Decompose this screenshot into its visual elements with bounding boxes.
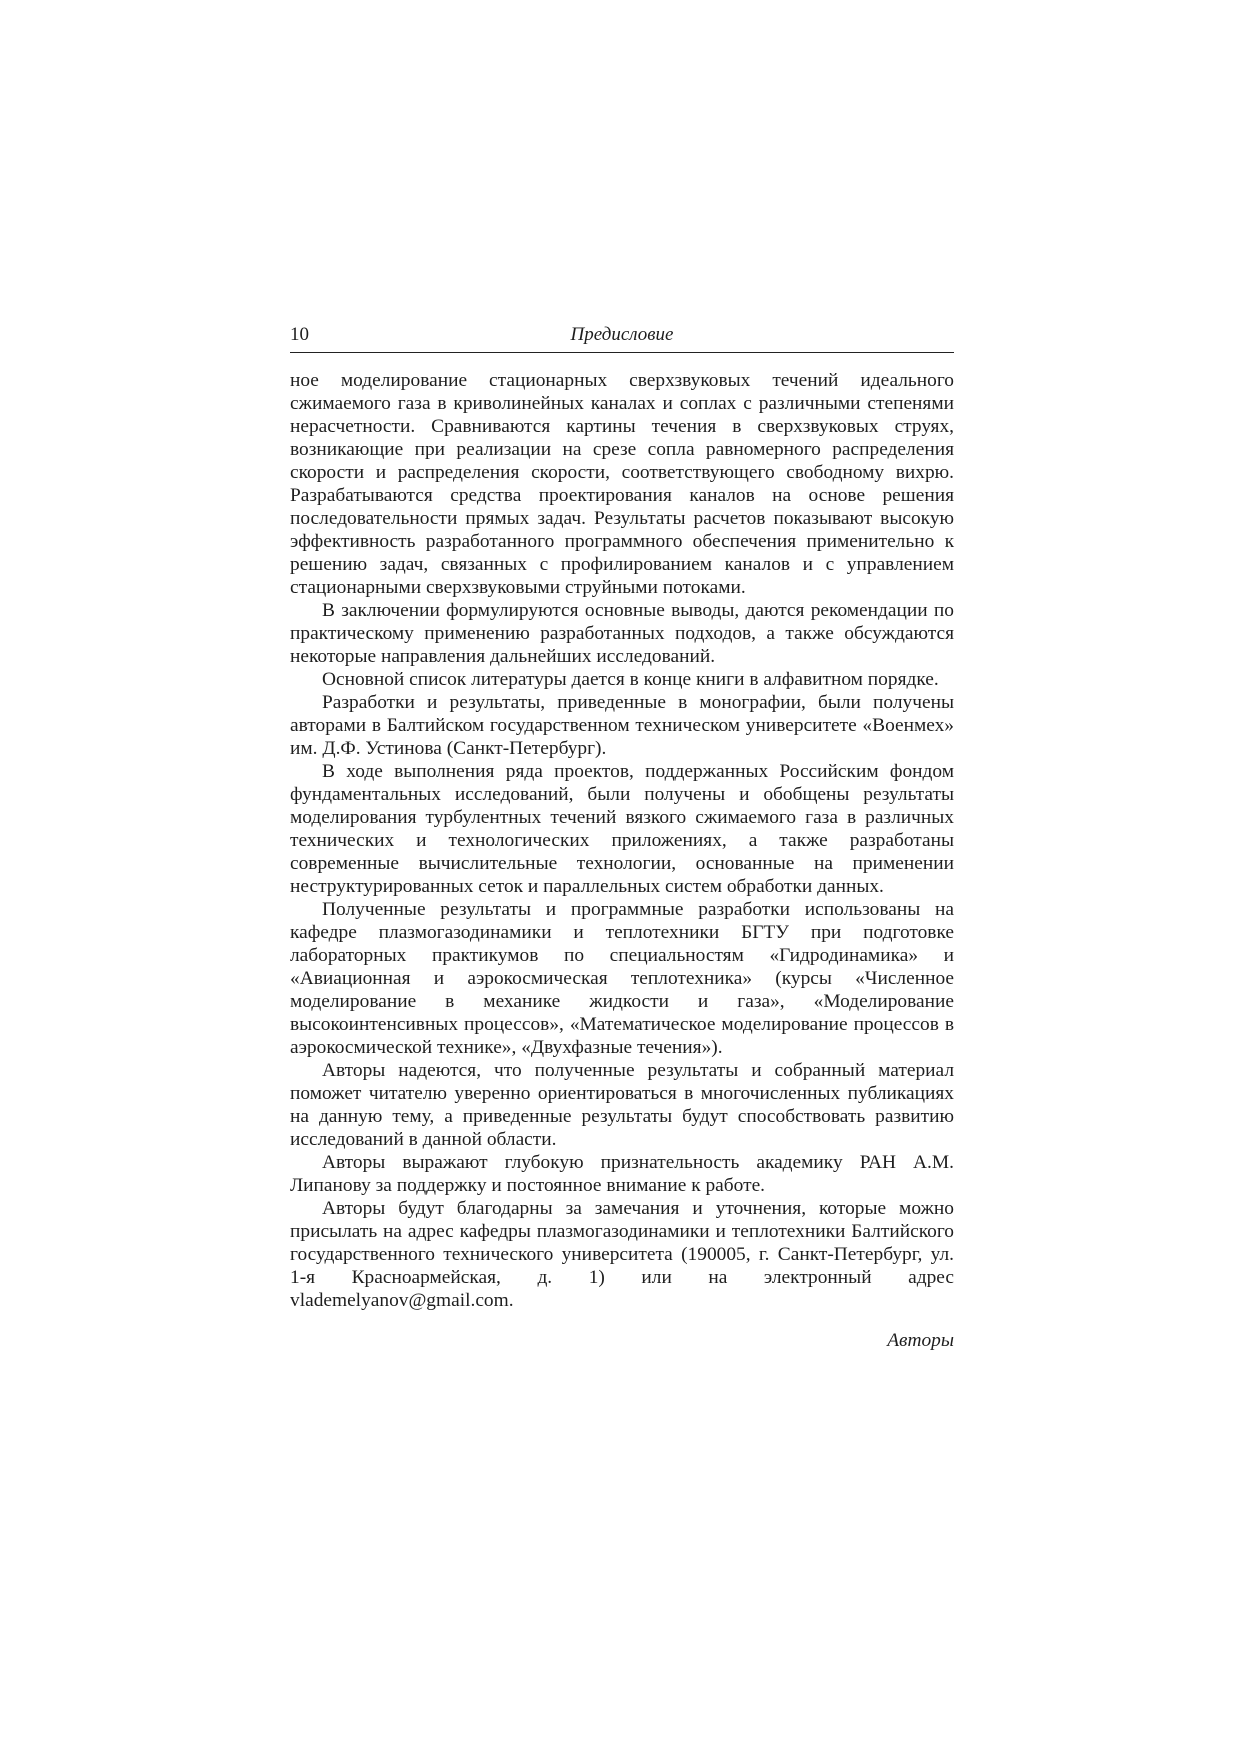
paragraph-rfbr-projects: В ходе выполнения ряда проектов, поддержанных Российским фондом фундаментальных исследований, были получены и обобщены результаты моделирования турбулентных течений вязкого сжимаемого газа в различных технических и технологических приложениях, а также разработаны современные вычислительные технологии, основанные на применении неструктурированных сеток и параллельных систем обработки данных. (290, 761, 954, 897)
paragraph-acknowledgement: Авторы выражают глубокую признательность академику РАН А.М. Липанову за поддержку и постоянное внимание к работе. (290, 1152, 954, 1196)
running-head (290, 318, 954, 353)
paragraph-affiliation: Разработки и результаты, приведенные в монографии, были получены авторами в Балтийском государственном техническом университете «Военмех» им. Д.Ф. Устинова (Санкт-Петербург). (290, 692, 954, 759)
signature: Авторы (887, 1330, 954, 1351)
paragraph-references: Основной список литературы дается в конце книги в алфавитном порядке. (322, 669, 939, 690)
page-number: 10 (290, 324, 309, 345)
paragraph-conclusion: В заключении формулируются основные выводы, даются рекомендации по практическому применению разработанных подходов, а также обсуждаются некоторые направления дальнейших исследований. (290, 600, 954, 667)
body-text (290, 369, 954, 1312)
paragraph-contact: Авторы будут благодарны за замечания и уточнения, которые можно присылать на адрес кафедры плазмогазодинамики и теплотехники Балтийского государственного технического университета (190005, г. Санкт-Петербург, ул. 1-я Красноармейская, д. 1) или на электронный адрес vlademelyanov@gmail.com. (290, 1198, 954, 1311)
paragraph-continued-modeling: ное моделирование стационарных сверхзвуковых течений идеального сжимаемого газа в криволинейных каналах и соплах с различными степенями нерасчетности. Сравниваются картины течения в сверхзвуковых струях, возникающие при реализации на срезе сопла равномерного распределения скорости и распределения скорости, соответствующего свободному вихрю. Разрабатываются средства проектирования каналов на основе решения последовательности прямых задач. Результаты расчетов показывают высокую эффективность разработанного программного обеспечения применительно к решению задач, связанных с профилированием каналов и с управлением стационарными сверхзвуковыми струйными потоками. (290, 370, 954, 598)
book-page (290, 318, 954, 1352)
paragraph-teaching-use: Полученные результаты и программные разработки использованы на кафедре плазмогазодинамики и теплотехники БГТУ при подготовке лабораторных практикумов по специальностям «Гидродинамика» и «Авиационная и аэрокосмическая теплотехника» (курсы «Численное моделирование в механике жидкости и газа», «Моделирование высокоинтенсивных процессов», «Математическое моделирование процессов в аэрокосмической технике», «Двухфазные течения»). (290, 899, 954, 1058)
running-title: Предисловие (570, 324, 674, 345)
paragraph-authors-hope: Авторы надеются, что полученные результаты и собранный материал поможет читателю уверенно ориентироваться в многочисленных публикациях на данную тему, а приведенные результаты будут способствовать развитию исследований в данной области. (290, 1060, 954, 1150)
